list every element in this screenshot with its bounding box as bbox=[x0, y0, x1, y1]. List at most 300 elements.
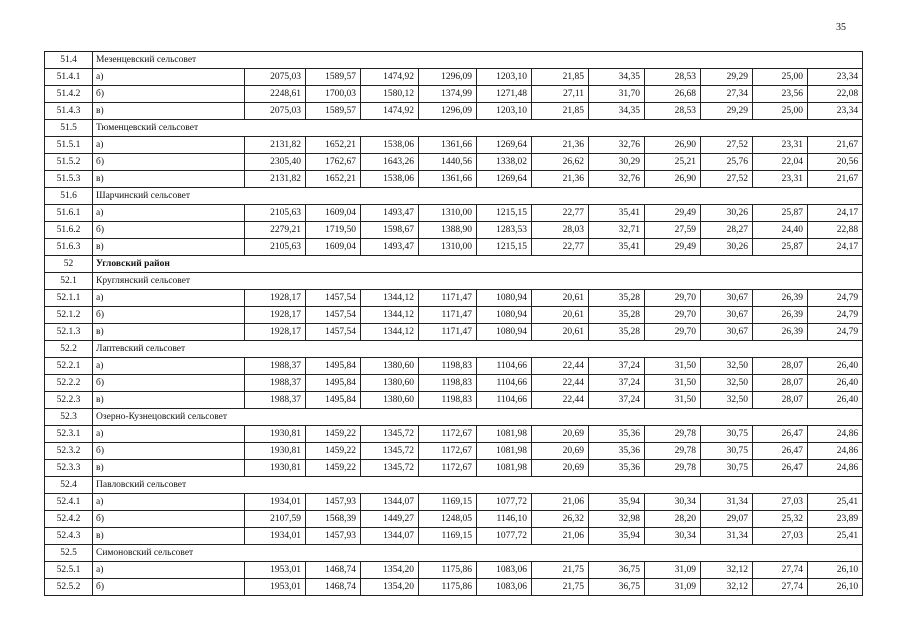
value-cell: 1374,99 bbox=[419, 86, 477, 103]
row-code: 52.5.1 bbox=[45, 562, 93, 579]
value-cell: 28,03 bbox=[532, 222, 589, 239]
value-cell: 32,12 bbox=[701, 562, 753, 579]
row-code: 51.6.1 bbox=[45, 205, 93, 222]
value-cell: 36,75 bbox=[589, 562, 645, 579]
value-cell: 1344,07 bbox=[361, 528, 419, 545]
value-cell: 1310,00 bbox=[419, 205, 477, 222]
value-cell: 22,44 bbox=[532, 375, 589, 392]
value-cell: 37,24 bbox=[589, 358, 645, 375]
value-cell: 1354,20 bbox=[361, 579, 419, 596]
row-code: 52.1.1 bbox=[45, 290, 93, 307]
value-cell: 35,94 bbox=[589, 494, 645, 511]
page-number: 35 bbox=[836, 22, 846, 33]
row-variant-label: в) bbox=[93, 171, 245, 188]
value-cell: 1345,72 bbox=[361, 460, 419, 477]
value-cell: 1934,01 bbox=[245, 494, 306, 511]
group-code: 52.5 bbox=[45, 545, 93, 562]
value-cell: 1338,02 bbox=[477, 154, 532, 171]
value-cell: 23,31 bbox=[753, 171, 808, 188]
value-cell: 25,00 bbox=[753, 69, 808, 86]
value-cell: 22,44 bbox=[532, 358, 589, 375]
group-code: 52.4 bbox=[45, 477, 93, 494]
value-cell: 30,26 bbox=[701, 205, 753, 222]
value-cell: 1169,15 bbox=[419, 528, 477, 545]
row-variant-label: а) bbox=[93, 137, 245, 154]
row-variant-label: б) bbox=[93, 511, 245, 528]
value-cell: 1215,15 bbox=[477, 205, 532, 222]
value-cell: 1345,72 bbox=[361, 443, 419, 460]
value-cell: 1344,12 bbox=[361, 290, 419, 307]
value-cell: 30,67 bbox=[701, 290, 753, 307]
value-cell: 23,34 bbox=[808, 103, 863, 120]
group-header-row bbox=[45, 409, 863, 426]
value-cell: 1171,47 bbox=[419, 290, 477, 307]
group-name: Тюменцевский сельсовет bbox=[93, 120, 863, 137]
value-cell: 1598,67 bbox=[361, 222, 419, 239]
value-cell: 1345,72 bbox=[361, 426, 419, 443]
value-cell: 21,06 bbox=[532, 494, 589, 511]
value-cell: 29,49 bbox=[645, 239, 701, 256]
row-code: 52.1.2 bbox=[45, 307, 93, 324]
row-code: 52.2.2 bbox=[45, 375, 93, 392]
value-cell: 1283,53 bbox=[477, 222, 532, 239]
value-cell: 26,39 bbox=[753, 324, 808, 341]
group-header-row bbox=[45, 477, 863, 494]
table-row bbox=[45, 528, 863, 545]
table-row bbox=[45, 307, 863, 324]
value-cell: 1457,93 bbox=[306, 528, 361, 545]
value-cell: 1081,98 bbox=[477, 443, 532, 460]
value-cell: 31,50 bbox=[645, 392, 701, 409]
value-cell: 32,50 bbox=[701, 392, 753, 409]
value-cell: 1172,67 bbox=[419, 443, 477, 460]
value-cell: 1380,60 bbox=[361, 358, 419, 375]
value-cell: 35,36 bbox=[589, 426, 645, 443]
row-variant-label: а) bbox=[93, 494, 245, 511]
value-cell: 26,68 bbox=[645, 86, 701, 103]
value-cell: 30,67 bbox=[701, 324, 753, 341]
value-cell: 1459,22 bbox=[306, 460, 361, 477]
row-variant-label: в) bbox=[93, 103, 245, 120]
value-cell: 2279,21 bbox=[245, 222, 306, 239]
row-code: 51.4.3 bbox=[45, 103, 93, 120]
value-cell: 22,04 bbox=[753, 154, 808, 171]
value-cell: 1344,12 bbox=[361, 324, 419, 341]
value-cell: 1457,54 bbox=[306, 307, 361, 324]
value-cell: 29,70 bbox=[645, 290, 701, 307]
value-cell: 1930,81 bbox=[245, 443, 306, 460]
value-cell: 27,03 bbox=[753, 528, 808, 545]
value-cell: 1344,12 bbox=[361, 307, 419, 324]
value-cell: 1080,94 bbox=[477, 324, 532, 341]
group-header-row bbox=[45, 273, 863, 290]
value-cell: 26,10 bbox=[808, 579, 863, 596]
group-name: Круглянский сельсовет bbox=[93, 273, 863, 290]
table-row bbox=[45, 239, 863, 256]
value-cell: 32,76 bbox=[589, 171, 645, 188]
value-cell: 1538,06 bbox=[361, 171, 419, 188]
value-cell: 25,00 bbox=[753, 103, 808, 120]
value-cell: 23,34 bbox=[808, 69, 863, 86]
value-cell: 31,70 bbox=[589, 86, 645, 103]
value-cell: 1495,84 bbox=[306, 392, 361, 409]
value-cell: 29,78 bbox=[645, 460, 701, 477]
group-header-row bbox=[45, 120, 863, 137]
value-cell: 26,90 bbox=[645, 171, 701, 188]
value-cell: 1083,06 bbox=[477, 562, 532, 579]
value-cell: 1198,83 bbox=[419, 392, 477, 409]
value-cell: 21,06 bbox=[532, 528, 589, 545]
value-cell: 23,89 bbox=[808, 511, 863, 528]
row-code: 51.6.3 bbox=[45, 239, 93, 256]
value-cell: 35,41 bbox=[589, 239, 645, 256]
value-cell: 35,28 bbox=[589, 307, 645, 324]
value-cell: 24,40 bbox=[753, 222, 808, 239]
row-variant-label: в) bbox=[93, 239, 245, 256]
tariff-table bbox=[44, 51, 863, 596]
value-cell: 21,85 bbox=[532, 103, 589, 120]
value-cell: 24,17 bbox=[808, 205, 863, 222]
value-cell: 29,78 bbox=[645, 443, 701, 460]
value-cell: 29,29 bbox=[701, 103, 753, 120]
value-cell: 32,50 bbox=[701, 358, 753, 375]
value-cell: 21,75 bbox=[532, 579, 589, 596]
value-cell: 1493,47 bbox=[361, 205, 419, 222]
value-cell: 23,31 bbox=[753, 137, 808, 154]
group-header-row bbox=[45, 545, 863, 562]
table-row bbox=[45, 171, 863, 188]
group-code: 51.4 bbox=[45, 52, 93, 69]
value-cell: 2305,40 bbox=[245, 154, 306, 171]
value-cell: 1495,84 bbox=[306, 375, 361, 392]
value-cell: 1203,10 bbox=[477, 103, 532, 120]
value-cell: 1953,01 bbox=[245, 579, 306, 596]
value-cell: 2105,63 bbox=[245, 205, 306, 222]
value-cell: 1609,04 bbox=[306, 205, 361, 222]
value-cell: 25,41 bbox=[808, 528, 863, 545]
value-cell: 1198,83 bbox=[419, 375, 477, 392]
row-code: 52.1.3 bbox=[45, 324, 93, 341]
table-row bbox=[45, 562, 863, 579]
row-code: 52.3.1 bbox=[45, 426, 93, 443]
value-cell: 28,20 bbox=[645, 511, 701, 528]
value-cell: 1271,48 bbox=[477, 86, 532, 103]
group-code: 51.6 bbox=[45, 188, 93, 205]
value-cell: 37,24 bbox=[589, 375, 645, 392]
value-cell: 25,76 bbox=[701, 154, 753, 171]
value-cell: 1388,90 bbox=[419, 222, 477, 239]
row-code: 51.4.2 bbox=[45, 86, 93, 103]
value-cell: 1468,74 bbox=[306, 562, 361, 579]
table-row bbox=[45, 154, 863, 171]
value-cell: 31,50 bbox=[645, 375, 701, 392]
table-row bbox=[45, 69, 863, 86]
row-variant-label: б) bbox=[93, 443, 245, 460]
value-cell: 1930,81 bbox=[245, 460, 306, 477]
row-variant-label: б) bbox=[93, 154, 245, 171]
value-cell: 35,36 bbox=[589, 460, 645, 477]
value-cell: 1296,09 bbox=[419, 69, 477, 86]
value-cell: 1474,92 bbox=[361, 69, 419, 86]
row-code: 52.4.2 bbox=[45, 511, 93, 528]
value-cell: 22,08 bbox=[808, 86, 863, 103]
value-cell: 1175,86 bbox=[419, 579, 477, 596]
value-cell: 1169,15 bbox=[419, 494, 477, 511]
value-cell: 32,12 bbox=[701, 579, 753, 596]
table-row bbox=[45, 290, 863, 307]
value-cell: 20,69 bbox=[532, 426, 589, 443]
value-cell: 26,90 bbox=[645, 137, 701, 154]
value-cell: 30,26 bbox=[701, 239, 753, 256]
value-cell: 26,47 bbox=[753, 426, 808, 443]
value-cell: 20,69 bbox=[532, 443, 589, 460]
value-cell: 1361,66 bbox=[419, 137, 477, 154]
value-cell: 29,78 bbox=[645, 426, 701, 443]
value-cell: 34,35 bbox=[589, 103, 645, 120]
value-cell: 20,69 bbox=[532, 460, 589, 477]
table-row bbox=[45, 426, 863, 443]
value-cell: 21,36 bbox=[532, 171, 589, 188]
value-cell: 21,85 bbox=[532, 69, 589, 86]
value-cell: 2107,59 bbox=[245, 511, 306, 528]
value-cell: 28,07 bbox=[753, 375, 808, 392]
value-cell: 23,56 bbox=[753, 86, 808, 103]
value-cell: 27,11 bbox=[532, 86, 589, 103]
district-name: Угловский район bbox=[93, 256, 863, 273]
row-variant-label: б) bbox=[93, 222, 245, 239]
value-cell: 21,67 bbox=[808, 137, 863, 154]
table-body bbox=[45, 52, 863, 596]
value-cell: 1457,54 bbox=[306, 324, 361, 341]
value-cell: 36,75 bbox=[589, 579, 645, 596]
group-name: Мезенцевский сельсовет bbox=[93, 52, 863, 69]
group-code: 52.3 bbox=[45, 409, 93, 426]
value-cell: 1449,27 bbox=[361, 511, 419, 528]
row-code: 52.2.3 bbox=[45, 392, 93, 409]
value-cell: 28,07 bbox=[753, 392, 808, 409]
value-cell: 31,34 bbox=[701, 528, 753, 545]
district-header-row bbox=[45, 256, 863, 273]
value-cell: 26,40 bbox=[808, 375, 863, 392]
value-cell: 26,32 bbox=[532, 511, 589, 528]
value-cell: 30,29 bbox=[589, 154, 645, 171]
value-cell: 30,34 bbox=[645, 528, 701, 545]
value-cell: 20,56 bbox=[808, 154, 863, 171]
value-cell: 1493,47 bbox=[361, 239, 419, 256]
value-cell: 1928,17 bbox=[245, 290, 306, 307]
row-code: 51.5.2 bbox=[45, 154, 93, 171]
row-variant-label: а) bbox=[93, 426, 245, 443]
value-cell: 2131,82 bbox=[245, 137, 306, 154]
value-cell: 2105,63 bbox=[245, 239, 306, 256]
row-variant-label: а) bbox=[93, 358, 245, 375]
value-cell: 30,75 bbox=[701, 460, 753, 477]
value-cell: 1077,72 bbox=[477, 528, 532, 545]
value-cell: 21,67 bbox=[808, 171, 863, 188]
value-cell: 25,21 bbox=[645, 154, 701, 171]
value-cell: 26,62 bbox=[532, 154, 589, 171]
value-cell: 29,70 bbox=[645, 307, 701, 324]
row-code: 52.5.2 bbox=[45, 579, 93, 596]
value-cell: 1700,03 bbox=[306, 86, 361, 103]
value-cell: 1269,64 bbox=[477, 171, 532, 188]
row-variant-label: в) bbox=[93, 460, 245, 477]
value-cell: 1440,56 bbox=[419, 154, 477, 171]
value-cell: 28,53 bbox=[645, 69, 701, 86]
row-variant-label: в) bbox=[93, 528, 245, 545]
value-cell: 35,41 bbox=[589, 205, 645, 222]
value-cell: 1934,01 bbox=[245, 528, 306, 545]
row-variant-label: а) bbox=[93, 290, 245, 307]
value-cell: 2075,03 bbox=[245, 69, 306, 86]
value-cell: 1580,12 bbox=[361, 86, 419, 103]
value-cell: 30,75 bbox=[701, 443, 753, 460]
value-cell: 31,09 bbox=[645, 562, 701, 579]
value-cell: 26,47 bbox=[753, 460, 808, 477]
value-cell: 24,79 bbox=[808, 290, 863, 307]
value-cell: 1104,66 bbox=[477, 375, 532, 392]
value-cell: 24,79 bbox=[808, 307, 863, 324]
group-header-row bbox=[45, 52, 863, 69]
row-variant-label: б) bbox=[93, 375, 245, 392]
table-row bbox=[45, 443, 863, 460]
value-cell: 1172,67 bbox=[419, 460, 477, 477]
value-cell: 1269,64 bbox=[477, 137, 532, 154]
row-variant-label: в) bbox=[93, 324, 245, 341]
value-cell: 30,34 bbox=[645, 494, 701, 511]
value-cell: 25,32 bbox=[753, 511, 808, 528]
value-cell: 20,61 bbox=[532, 324, 589, 341]
value-cell: 1930,81 bbox=[245, 426, 306, 443]
group-name: Павловский сельсовет bbox=[93, 477, 863, 494]
value-cell: 21,75 bbox=[532, 562, 589, 579]
value-cell: 28,53 bbox=[645, 103, 701, 120]
value-cell: 26,39 bbox=[753, 290, 808, 307]
row-code: 52.3.3 bbox=[45, 460, 93, 477]
value-cell: 1459,22 bbox=[306, 426, 361, 443]
value-cell: 1609,04 bbox=[306, 239, 361, 256]
value-cell: 1080,94 bbox=[477, 290, 532, 307]
value-cell: 1354,20 bbox=[361, 562, 419, 579]
row-code: 52.4.1 bbox=[45, 494, 93, 511]
value-cell: 26,47 bbox=[753, 443, 808, 460]
value-cell: 26,39 bbox=[753, 307, 808, 324]
value-cell: 35,28 bbox=[589, 324, 645, 341]
table-row bbox=[45, 511, 863, 528]
group-name: Шарчинский сельсовет bbox=[93, 188, 863, 205]
value-cell: 1296,09 bbox=[419, 103, 477, 120]
value-cell: 1538,06 bbox=[361, 137, 419, 154]
value-cell: 1589,57 bbox=[306, 69, 361, 86]
value-cell: 1652,21 bbox=[306, 137, 361, 154]
value-cell: 32,76 bbox=[589, 137, 645, 154]
group-code: 52.2 bbox=[45, 341, 93, 358]
row-code: 52.3.2 bbox=[45, 443, 93, 460]
value-cell: 30,75 bbox=[701, 426, 753, 443]
value-cell: 31,50 bbox=[645, 358, 701, 375]
value-cell: 1361,66 bbox=[419, 171, 477, 188]
value-cell: 1380,60 bbox=[361, 375, 419, 392]
value-cell: 26,40 bbox=[808, 392, 863, 409]
value-cell: 1081,98 bbox=[477, 426, 532, 443]
value-cell: 1457,54 bbox=[306, 290, 361, 307]
value-cell: 35,94 bbox=[589, 528, 645, 545]
row-variant-label: в) bbox=[93, 392, 245, 409]
value-cell: 1248,05 bbox=[419, 511, 477, 528]
table-row bbox=[45, 103, 863, 120]
value-cell: 32,98 bbox=[589, 511, 645, 528]
row-code: 52.4.3 bbox=[45, 528, 93, 545]
value-cell: 1104,66 bbox=[477, 392, 532, 409]
row-code: 51.5.3 bbox=[45, 171, 93, 188]
value-cell: 1928,17 bbox=[245, 324, 306, 341]
value-cell: 1171,47 bbox=[419, 324, 477, 341]
value-cell: 29,07 bbox=[701, 511, 753, 528]
value-cell: 27,74 bbox=[753, 562, 808, 579]
value-cell: 22,88 bbox=[808, 222, 863, 239]
value-cell: 1203,10 bbox=[477, 69, 532, 86]
value-cell: 34,35 bbox=[589, 69, 645, 86]
value-cell: 22,77 bbox=[532, 205, 589, 222]
value-cell: 27,52 bbox=[701, 171, 753, 188]
group-code: 52 bbox=[45, 256, 93, 273]
row-variant-label: б) bbox=[93, 579, 245, 596]
value-cell: 27,59 bbox=[645, 222, 701, 239]
table-row bbox=[45, 358, 863, 375]
table-row bbox=[45, 579, 863, 596]
value-cell: 37,24 bbox=[589, 392, 645, 409]
value-cell: 32,50 bbox=[701, 375, 753, 392]
value-cell: 1589,57 bbox=[306, 103, 361, 120]
value-cell: 1080,94 bbox=[477, 307, 532, 324]
group-header-row bbox=[45, 341, 863, 358]
value-cell: 27,52 bbox=[701, 137, 753, 154]
value-cell: 31,34 bbox=[701, 494, 753, 511]
value-cell: 2131,82 bbox=[245, 171, 306, 188]
value-cell: 1215,15 bbox=[477, 239, 532, 256]
value-cell: 1568,39 bbox=[306, 511, 361, 528]
value-cell: 24,17 bbox=[808, 239, 863, 256]
value-cell: 1104,66 bbox=[477, 358, 532, 375]
table-row bbox=[45, 222, 863, 239]
value-cell: 1380,60 bbox=[361, 392, 419, 409]
value-cell: 1928,17 bbox=[245, 307, 306, 324]
value-cell: 31,09 bbox=[645, 579, 701, 596]
value-cell: 1468,74 bbox=[306, 579, 361, 596]
value-cell: 24,86 bbox=[808, 443, 863, 460]
row-variant-label: а) bbox=[93, 562, 245, 579]
value-cell: 25,87 bbox=[753, 205, 808, 222]
value-cell: 1146,10 bbox=[477, 511, 532, 528]
value-cell: 29,49 bbox=[645, 205, 701, 222]
value-cell: 1081,98 bbox=[477, 460, 532, 477]
value-cell: 1171,47 bbox=[419, 307, 477, 324]
value-cell: 1988,37 bbox=[245, 358, 306, 375]
group-code: 52.1 bbox=[45, 273, 93, 290]
value-cell: 1198,83 bbox=[419, 358, 477, 375]
value-cell: 30,67 bbox=[701, 307, 753, 324]
table-row bbox=[45, 86, 863, 103]
row-variant-label: а) bbox=[93, 69, 245, 86]
group-name: Симоновский сельсовет bbox=[93, 545, 863, 562]
row-code: 51.6.2 bbox=[45, 222, 93, 239]
table-row bbox=[45, 324, 863, 341]
row-variant-label: а) bbox=[93, 205, 245, 222]
value-cell: 2248,61 bbox=[245, 86, 306, 103]
value-cell: 25,87 bbox=[753, 239, 808, 256]
table-row bbox=[45, 137, 863, 154]
group-name: Озерно-Кузнецовский сельсовет bbox=[93, 409, 863, 426]
